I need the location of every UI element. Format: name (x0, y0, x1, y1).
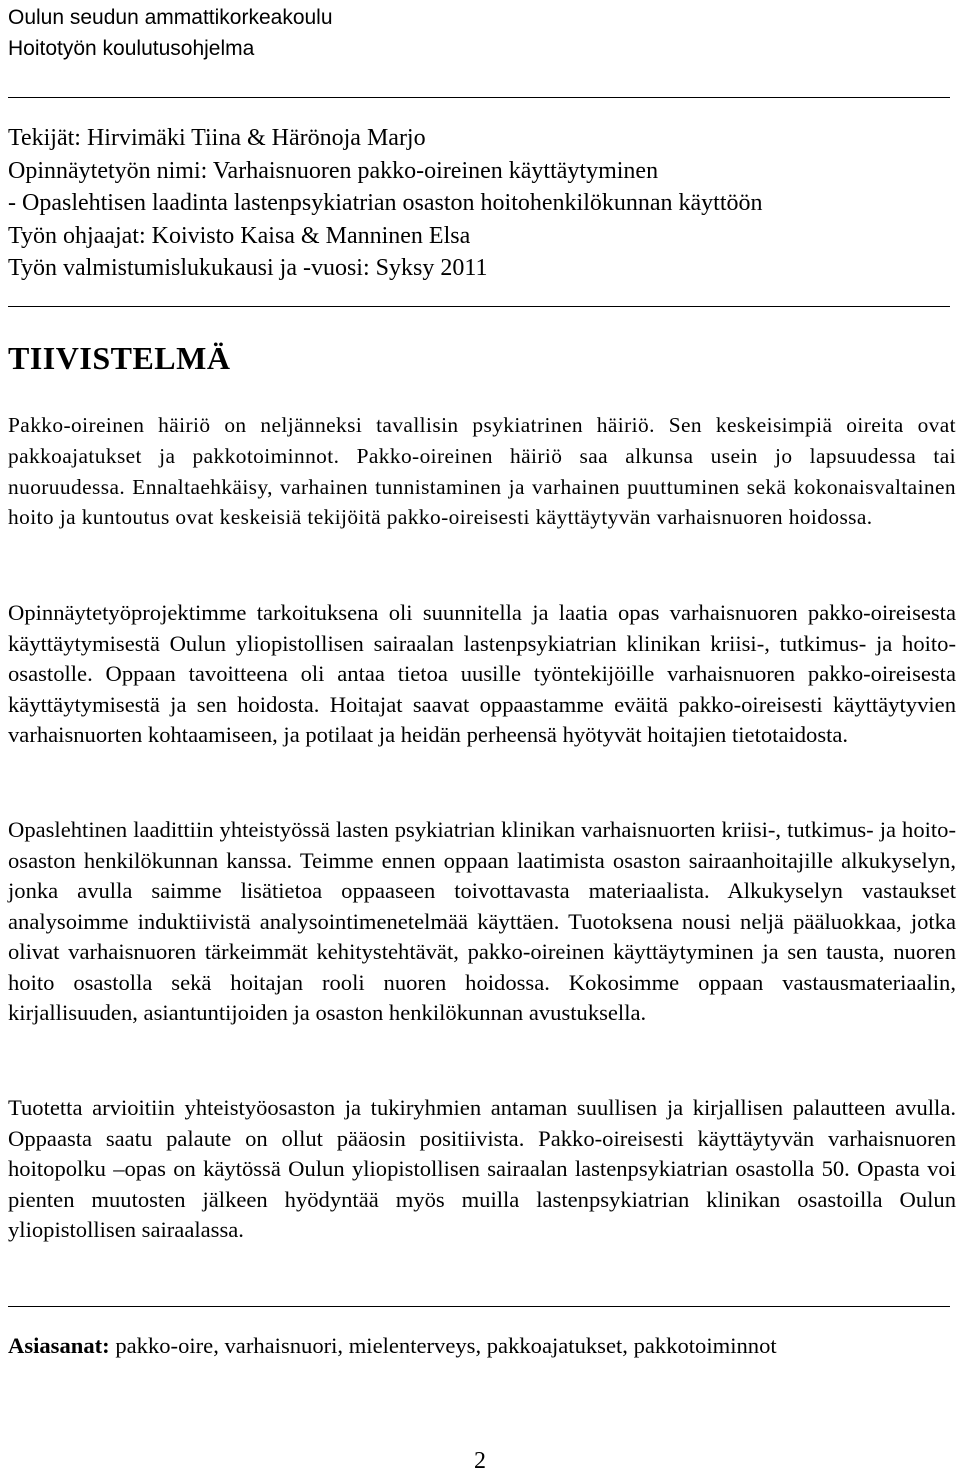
program-name: Hoitotyön koulutusohjelma (8, 37, 255, 60)
abstract-title: TIIVISTELMÄ (8, 340, 231, 376)
abstract-paragraph-2: Opinnäytetyöprojektimme tarkoituksena oli suunnitella ja laatia opas varhaisnuoren pakko-oireisesta käyttäytymisestä Oulun yliopistollisen sairaalan lastenpsykiatrian klinikan kriisi-, tutkimus- ja hoito-osastolle. Oppaan tavoitteena oli antaa tietoa uusille työntekijöille varhaisnuoren pakko-oireisesta käyttäytymisestä ja sen hoidosta. Hoitajat saavat oppaastamme eväitä pakko-oireisesti käyttäytyvien varhaisnuorten kohtaamiseen, ja potilaat ja heidän perheensä hyötyvät hoitajien tietotaidosta. (8, 600, 956, 747)
page-number: 2 (474, 1448, 486, 1474)
school-name: Oulun seudun ammattikorkeakoulu (8, 6, 333, 29)
thesis-name-line: Opinnäytetyön nimi: Varhaisnuoren pakko-oireinen käyttäytyminen (8, 157, 659, 184)
authors-line: Tekijät: Hirvimäki Tiina & Härönoja Marjo (8, 125, 426, 151)
keywords-line (8, 1331, 777, 1361)
document-header (8, 2, 333, 64)
thesis-metadata (8, 122, 763, 285)
metadata-divider (8, 306, 950, 307)
header-divider (8, 97, 950, 98)
keywords-divider (8, 1306, 950, 1307)
abstract-paragraph-1: Pakko-oireinen häiriö on neljänneksi tavallisin psykiatrinen häiriö. Sen keskeisimpiä oireita ovat pakkoajatukset ja pakkotoiminnot. Pakko-oireinen häiriö saa alkunsa usein jo lapsuudessa tai nuoruudessa. Ennaltaehkäisy, varhainen tunnistaminen ja varhainen puuttuminen sekä kokonaisvaltainen hoito ja kuntoutus ovat keskeisiä tekijöitä pakko-oireisesti käyttäytyvän varhaisnuoren hoidossa. (8, 413, 956, 530)
completion-line: Työn valmistumislukukausi ja -vuosi: Syksy 2011 (8, 255, 488, 281)
abstract-paragraph-4: Tuotetta arvioitiin yhteistyöosaston ja tukiryhmien antaman suullisen ja kirjallisen palautteen avulla. Oppaasta saatu palaute on ollut pääosin positiivista. Pakko-oireisesti käyttäytyvän varhaisnuoren hoitopolku –opas on käytössä Oulun yliopistollisen sairaalan lastenpsykiatrian osastolla 50. Opasta voi pienten muutosten jälkeen hyödyntää myös muilla lastenpsykiatrian klinikan osastoilla Oulun yliopistollisen sairaalassa. (8, 1095, 956, 1242)
keywords-value: pakko-oire, varhaisnuori, mielenterveys, pakkoajatukset, pakkotoiminnot (109, 1333, 777, 1358)
abstract-paragraph-3: Opaslehtinen laadittiin yhteistyössä lasten psykiatrian klinikan varhaisnuorten kriisi-, tutkimus- ja hoito-osaston henkilökunnan kanssa. Teimme ennen oppaan laatimista osaston sairaanhoitajille alkukyselyn, jonka avulla saimme lisätietoa oppaaseen toivottavasta materiaalista. Alkukyselyn vastaukset analysoimme induktiivistä analysointimenetelmää käyttäen. Tuotoksena nousi neljä pääluokkaa, jotka olivat varhaisnuoren tärkeimmät kehitystehtävät, pakko-oireinen käyttäytyminen ja sen tausta, nuoren hoito osastolla sekä hoitajan rooli nuoren hoidossa. Kokosimme oppaan vastausmateriaalin, kirjallisuuden, asiantuntijoiden ja osaston henkilökunnan avustuksella. (8, 817, 956, 1025)
thesis-subtitle-line: - Opaslehtisen laadinta lastenpsykiatrian osaston hoitohenkilökunnan käyttöön (8, 190, 763, 216)
supervisors-line: Työn ohjaajat: Koivisto Kaisa & Manninen Elsa (8, 222, 471, 249)
keywords-label: Asiasanat: (8, 1333, 110, 1358)
